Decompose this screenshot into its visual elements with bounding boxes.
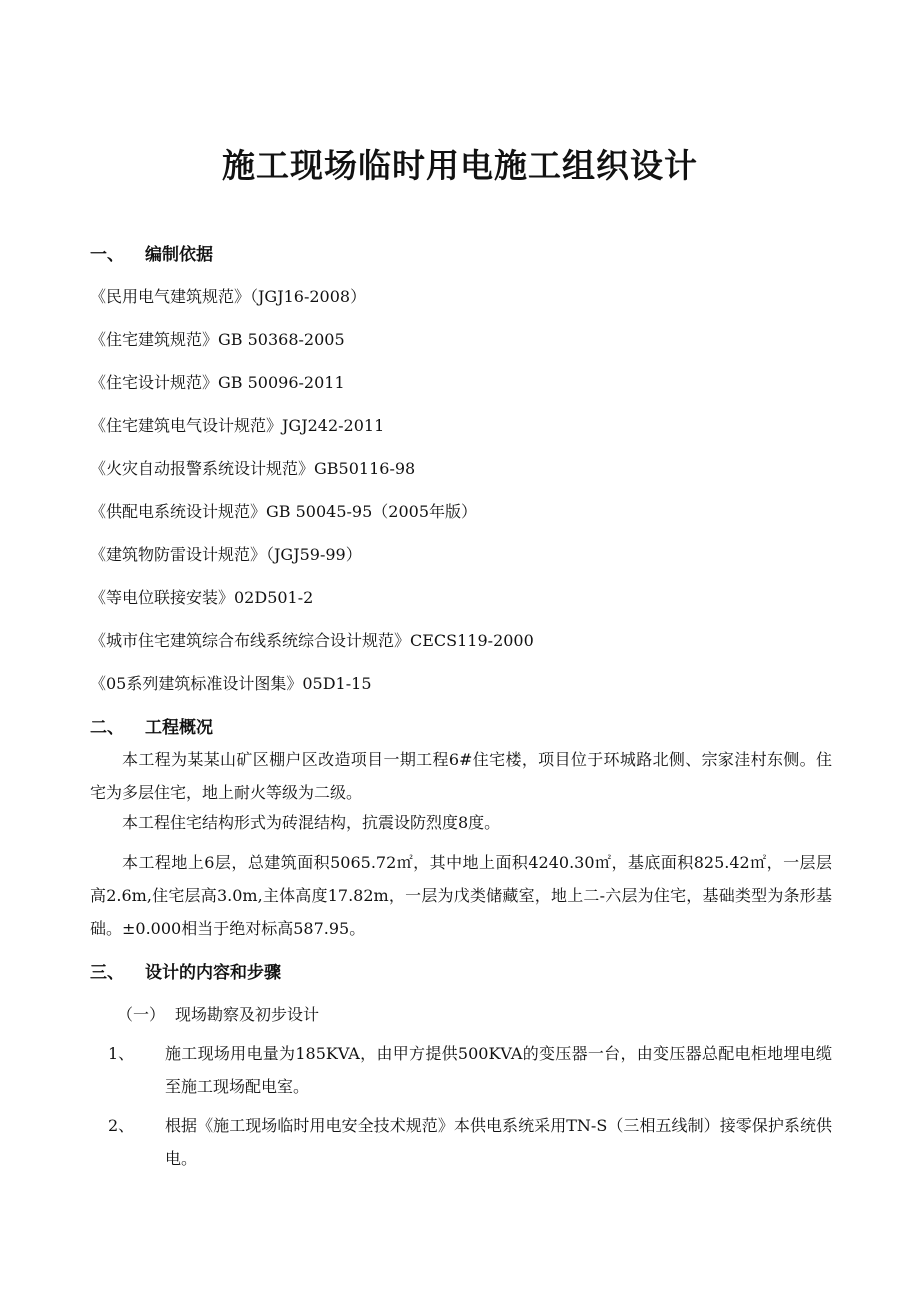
section-number: 二、 bbox=[90, 718, 124, 738]
reference-item: 《05系列建筑标准设计图集》05D1-15 bbox=[90, 674, 372, 693]
overview-paragraph: 本工程地上6层，总建筑面积5065.72㎡，其中地上面积4240.30㎡，基底面积825.42㎡，一层层高2.6m,住宅层高3.0m,主体高度17.82m，一层为戊类储藏室，地上二-六层为住宅，基础类型为条形基础。±0.000相当于绝对标高587.95。 bbox=[90, 853, 832, 938]
reference-item: 《建筑物防雷设计规范》（JGJ59-99） bbox=[90, 545, 362, 564]
section-number: 三、 bbox=[90, 963, 124, 983]
section-heading-basis bbox=[90, 240, 213, 265]
reference-item: 《民用电气建筑规范》（JGJ16-2008） bbox=[90, 287, 367, 306]
numbered-item bbox=[108, 1037, 832, 1103]
subsection-title: 现场勘察及初步设计 bbox=[175, 1005, 320, 1024]
document-title: 施工现场临时用电施工组织设计 bbox=[222, 146, 698, 185]
item-number: 2、 bbox=[108, 1116, 135, 1135]
section-number: 一、 bbox=[90, 245, 124, 265]
reference-item: 《住宅建筑规范》GB 50368-2005 bbox=[90, 330, 345, 349]
overview-paragraph: 本工程住宅结构形式为砖混结构，抗震设防烈度8度。 bbox=[122, 813, 501, 832]
section-heading-design bbox=[90, 958, 281, 983]
reference-item: 《火灾自动报警系统设计规范》GB50116-98 bbox=[90, 459, 416, 478]
section-title: 编制依据 bbox=[145, 245, 213, 265]
section-title: 工程概况 bbox=[145, 718, 213, 738]
item-text: 施工现场用电量为185KVA，由甲方提供500KVA的变压器一台，由变压器总配电柜地埋电缆至施工现场配电室。 bbox=[165, 1044, 832, 1096]
reference-item: 《供配电系统设计规范》GB 50045-95（2005年版） bbox=[90, 502, 478, 521]
subsection-heading bbox=[117, 1002, 319, 1025]
reference-item: 《等电位联接安装》02D501-2 bbox=[90, 588, 314, 607]
reference-item: 《住宅设计规范》GB 50096-2011 bbox=[90, 373, 345, 392]
numbered-item bbox=[108, 1109, 832, 1175]
reference-item: 《住宅建筑电气设计规范》JGJ242-2011 bbox=[90, 416, 385, 435]
subsection-number: （一） bbox=[117, 1005, 166, 1024]
section-heading-overview bbox=[90, 713, 213, 738]
item-number: 1、 bbox=[108, 1044, 135, 1063]
reference-item: 《城市住宅建筑综合布线系统综合设计规范》CECS119-2000 bbox=[90, 631, 534, 650]
item-text: 根据《施工现场临时用电安全技术规范》本供电系统采用TN-S（三相五线制）接零保护系统供电。 bbox=[165, 1116, 832, 1168]
overview-paragraph: 本工程为某某山矿区棚户区改造项目一期工程6#住宅楼，项目位于环城路北侧、宗家洼村东侧。住宅为多层住宅，地上耐火等级为二级。 bbox=[90, 750, 832, 802]
section-title: 设计的内容和步骤 bbox=[145, 963, 281, 983]
